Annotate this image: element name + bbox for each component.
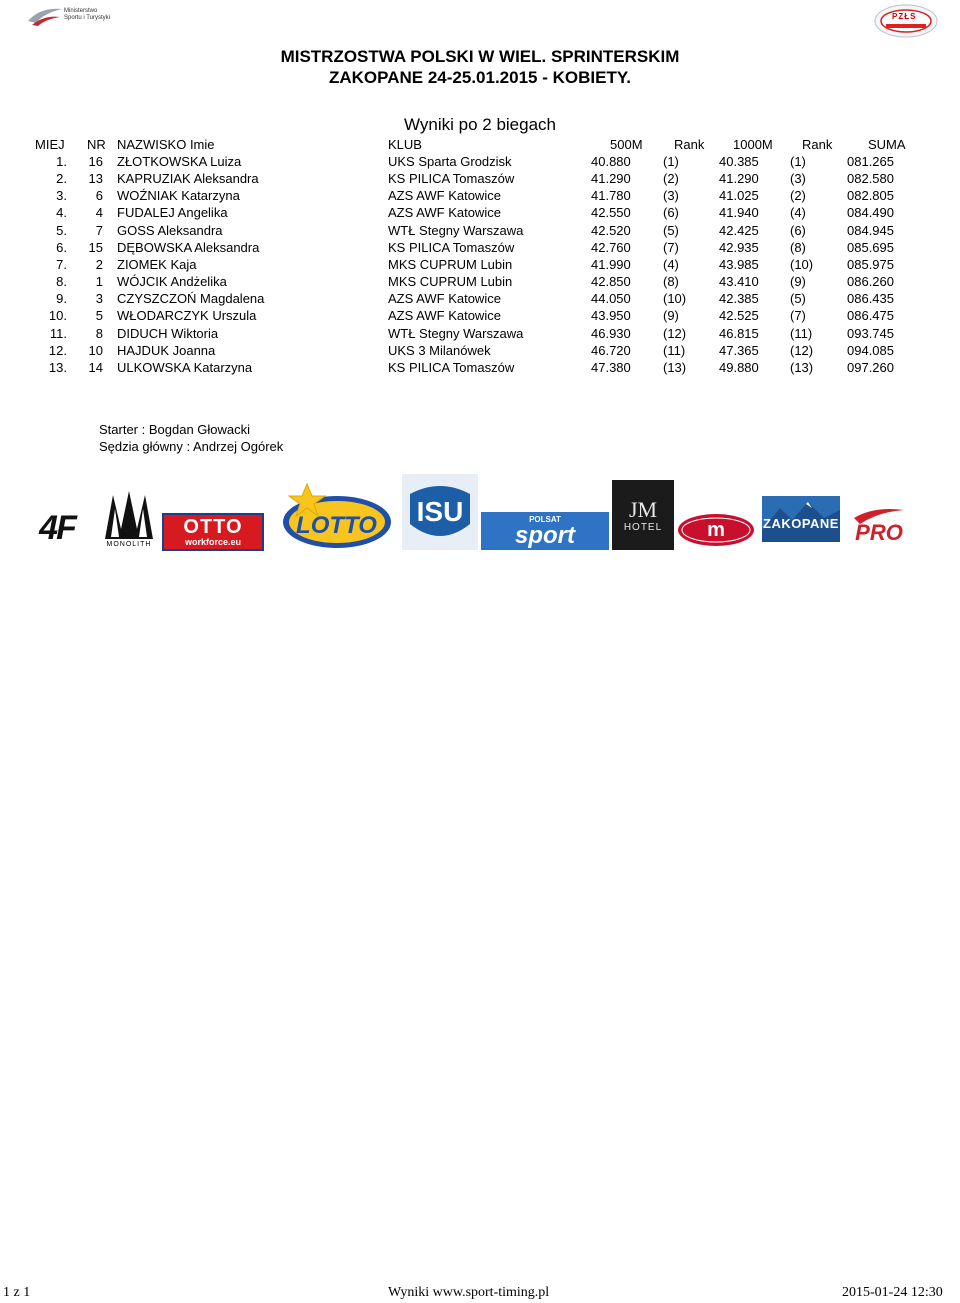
sponsor-mlekovita-text: m (707, 518, 725, 541)
page-number: 1 z 1 (3, 1285, 31, 1300)
sponsor-otto-text: OTTO (183, 516, 243, 538)
cell-name: DIDUCH Wiktoria (117, 325, 219, 341)
cell-500m: 41.780 (591, 188, 631, 204)
cell-1000m: 49.880 (719, 359, 759, 375)
cell-rank-500: (6) (663, 205, 679, 221)
table-row (0, 153, 960, 170)
cell-club: KS PILICA Tomaszów (388, 171, 515, 187)
sponsor-lotto-text: LOTTO (296, 512, 377, 539)
cell-rank-1000: (6) (790, 222, 806, 238)
cell-1000m: 42.425 (719, 222, 759, 238)
cell-suma: 086.435 (847, 291, 894, 307)
cell-name: DĘBOWSKA Aleksandra (117, 239, 260, 255)
cell-miej: 10. (48, 308, 67, 324)
table-row (0, 342, 960, 359)
cell-1000m: 42.935 (719, 239, 759, 255)
table-row (0, 239, 960, 256)
col-rank-500: Rank (674, 137, 705, 152)
col-500m: 500M (610, 137, 643, 152)
cell-rank-1000: (12) (790, 342, 814, 358)
cell-club: WTŁ Stegny Warszawa (388, 222, 524, 238)
cell-club: KS PILICA Tomaszów (388, 239, 515, 255)
cell-1000m: 41.940 (719, 205, 759, 221)
table-row (0, 325, 960, 342)
cell-rank-1000: (2) (790, 188, 806, 204)
cell-1000m: 43.985 (719, 256, 759, 272)
cell-1000m: 47.365 (719, 342, 759, 358)
results-subtitle: Wyniki po 2 biegach (404, 115, 556, 134)
cell-nr: 4 (95, 205, 103, 221)
cell-1000m: 41.290 (719, 171, 759, 187)
cell-1000m: 42.385 (719, 291, 759, 307)
sponsor-jm-hotel (612, 480, 674, 550)
cell-nr: 16 (88, 154, 103, 169)
cell-suma: 097.260 (847, 359, 894, 375)
page-title: MISTRZOSTWA POLSKI W WIEL. SPRINTERSKIM (280, 47, 680, 66)
table-row (0, 256, 960, 273)
table-row (0, 290, 960, 307)
cell-suma: 082.805 (847, 188, 894, 204)
sponsor-pro-text: PRO (855, 520, 903, 545)
cell-club: MKS CUPRUM Lubin (388, 256, 513, 272)
sponsor-monolith (100, 486, 158, 550)
sponsor-jm-text: JM (628, 496, 658, 522)
cell-miej: 3. (56, 188, 67, 204)
cell-nr: 2 (95, 256, 103, 272)
cell-500m: 42.760 (591, 239, 631, 255)
cell-500m: 42.850 (591, 274, 631, 290)
cell-rank-1000: (13) (790, 359, 814, 375)
cell-name: WŁODARCZYK Urszula (117, 308, 257, 324)
sponsor-isu (402, 474, 478, 550)
cell-rank-1000: (7) (790, 308, 806, 324)
cell-suma: 085.975 (847, 256, 894, 272)
table-row (0, 222, 960, 239)
cell-rank-1000: (1) (790, 154, 806, 169)
cell-1000m: 40.385 (719, 154, 759, 169)
cell-club: AZS AWF Katowice (388, 308, 501, 324)
cell-miej: 13. (48, 359, 67, 375)
cell-500m: 46.720 (591, 342, 631, 358)
cell-rank-500: (13) (663, 359, 687, 375)
ministry-logo-text: Ministerstwo Sportu i Turystyki (64, 8, 111, 21)
table-row (0, 359, 960, 376)
table-row (0, 187, 960, 204)
sponsor-monolith-text: MONOLITH (106, 540, 152, 548)
cell-rank-1000: (9) (790, 274, 806, 290)
cell-name: GOSS Aleksandra (117, 222, 223, 238)
cell-1000m: 46.815 (719, 325, 759, 341)
cell-nr: 1 (95, 274, 103, 290)
cell-500m: 41.290 (591, 171, 631, 187)
cell-500m: 42.520 (591, 222, 631, 238)
col-suma: SUMA (868, 137, 906, 152)
cell-rank-500: (8) (663, 274, 679, 290)
cell-rank-1000: (3) (790, 171, 806, 187)
cell-club: KS PILICA Tomaszów (388, 359, 515, 375)
cell-name: WÓJCIK Andżelika (117, 274, 227, 290)
cell-name: WOŹNIAK Katarzyna (117, 188, 240, 204)
sponsor-4f (22, 508, 92, 548)
sponsor-workforce-text: workforce.eu (184, 537, 242, 547)
cell-miej: 12. (48, 342, 67, 358)
col-rank-1000: Rank (802, 137, 833, 152)
cell-suma: 086.260 (847, 274, 894, 290)
cell-miej: 2. (56, 171, 67, 187)
cell-name: ZŁOTKOWSKA Luiza (117, 154, 242, 169)
cell-rank-500: (5) (663, 222, 679, 238)
cell-rank-500: (7) (663, 239, 679, 255)
cell-miej: 11. (49, 325, 67, 341)
cell-1000m: 42.525 (719, 308, 759, 324)
cell-name: ULKOWSKA Katarzyna (117, 359, 253, 375)
cell-club: UKS 3 Milanówek (388, 342, 491, 358)
sponsor-isu-text: ISU (416, 496, 464, 527)
cell-suma: 086.475 (847, 308, 894, 324)
cell-club: MKS CUPRUM Lubin (388, 274, 513, 290)
col-club: KLUB (388, 137, 422, 152)
sponsor-sport-text: sport (515, 521, 575, 549)
cell-500m: 42.550 (591, 205, 631, 221)
cell-suma: 082.580 (847, 171, 894, 187)
cell-name: CZYSZCZOŃ Magdalena (117, 291, 265, 307)
cell-club: AZS AWF Katowice (388, 291, 501, 307)
sponsor-zakopane (762, 496, 840, 542)
cell-club: AZS AWF Katowice (388, 188, 501, 204)
cell-nr: 6 (95, 188, 103, 204)
cell-nr: 14 (88, 359, 103, 375)
monolith-mark-icon (101, 489, 157, 541)
sponsor-polsat-text: POLSAT (529, 514, 561, 524)
cell-name: KAPRUZIAK Aleksandra (117, 171, 259, 187)
cell-1000m: 43.410 (719, 274, 759, 290)
cell-rank-500: (1) (663, 154, 679, 169)
sponsor-lotto (279, 482, 394, 550)
cell-rank-1000: (5) (790, 291, 806, 307)
col-1000m: 1000M (733, 137, 773, 152)
federation-logo (874, 4, 938, 38)
cell-500m: 40.880 (591, 154, 631, 169)
cell-500m: 41.990 (591, 256, 631, 272)
cell-500m: 43.950 (591, 308, 631, 324)
cell-rank-1000: (4) (790, 205, 806, 221)
cell-miej: 4. (56, 205, 67, 221)
table-row (0, 204, 960, 221)
cell-rank-500: (11) (663, 342, 686, 358)
cell-miej: 9. (56, 291, 67, 307)
cell-rank-500: (2) (663, 171, 679, 187)
cell-miej: 1. (56, 154, 67, 169)
cell-miej: 7. (56, 256, 67, 272)
sponsor-mlekovita (676, 510, 756, 550)
cell-name: HAJDUK Joanna (117, 342, 216, 358)
cell-nr: 8 (95, 325, 103, 341)
footer-datetime: 2015-01-24 12:30 (842, 1285, 943, 1300)
cell-rank-500: (10) (663, 291, 687, 307)
cell-nr: 15 (88, 239, 103, 255)
sponsor-4f-text: 4F (39, 508, 75, 547)
cell-suma: 093.745 (847, 325, 894, 341)
col-nr: NR (87, 137, 106, 152)
page-title-event: ZAKOPANE 24-25.01.2015 - KOBIETY. (328, 68, 631, 87)
cell-rank-1000: (11) (790, 325, 813, 341)
footer-source: Wyniki www.sport-timing.pl (388, 1285, 550, 1300)
cell-nr: 13 (88, 171, 103, 187)
cell-rank-500: (3) (663, 188, 679, 204)
cell-club: WTŁ Stegny Warszawa (388, 325, 524, 341)
cell-miej: 6. (56, 239, 67, 255)
cell-rank-500: (12) (663, 325, 687, 341)
sponsor-otto (162, 513, 264, 551)
sponsor-zakopane-text: ZAKOPANE (763, 515, 839, 531)
cell-club: AZS AWF Katowice (388, 205, 501, 221)
sponsor-hotel-text: HOTEL (623, 521, 663, 533)
cell-nr: 3 (95, 291, 103, 307)
cell-rank-1000: (8) (790, 239, 806, 255)
cell-1000m: 41.025 (719, 188, 759, 204)
cell-500m: 46.930 (591, 325, 631, 341)
federation-logo-text: PZŁS (892, 12, 917, 21)
cell-club: UKS Sparta Grodzisk (388, 154, 512, 169)
col-name: NAZWISKO Imie (117, 137, 215, 152)
cell-suma: 081.265 (847, 154, 894, 169)
table-row (0, 170, 960, 187)
starter-line: Starter : Bogdan Głowacki (99, 422, 251, 437)
cell-rank-500: (9) (663, 308, 679, 324)
cell-nr: 5 (95, 308, 103, 324)
col-miej: MIEJ (35, 137, 65, 152)
cell-rank-1000: (10) (790, 256, 814, 272)
cell-500m: 47.380 (591, 359, 631, 375)
cell-suma: 084.945 (847, 222, 894, 238)
cell-suma: 084.490 (847, 205, 894, 221)
cell-suma: 085.695 (847, 239, 894, 255)
cell-suma: 094.085 (847, 342, 894, 358)
cell-rank-500: (4) (663, 256, 679, 272)
cell-miej: 8. (56, 274, 67, 290)
cell-nr: 7 (95, 222, 103, 238)
table-row (0, 273, 960, 290)
cell-name: FUDALEJ Angelika (117, 205, 228, 221)
table-row (0, 307, 960, 324)
cell-500m: 44.050 (591, 291, 631, 307)
sponsor-pro-lube (844, 504, 914, 550)
cell-nr: 10 (88, 342, 103, 358)
cell-miej: 5. (56, 222, 67, 238)
table-header (0, 136, 960, 153)
cell-name: ZIOMEK Kaja (117, 256, 197, 272)
referee-line: Sędzia główny : Andrzej Ogórek (99, 439, 284, 454)
ministry-swoosh-icon (26, 5, 66, 27)
sponsor-polsat-sport (481, 512, 609, 550)
